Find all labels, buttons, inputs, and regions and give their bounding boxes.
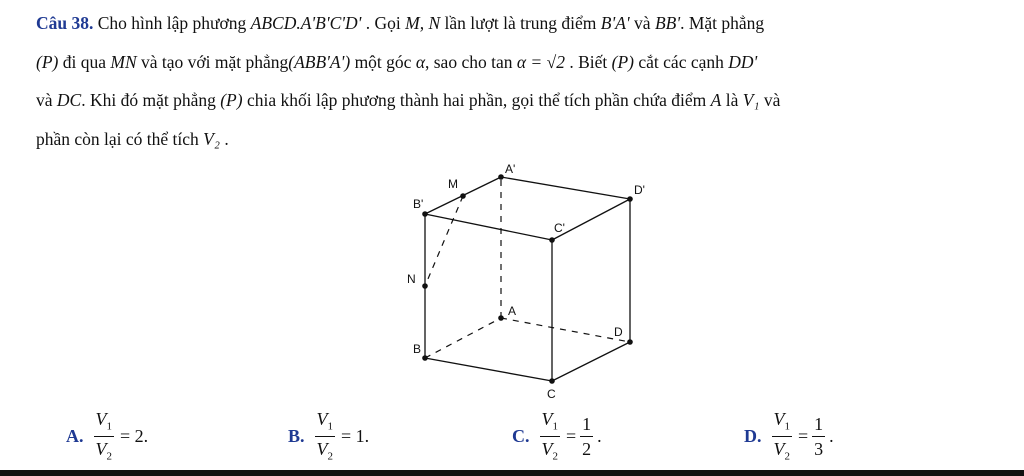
point-m (460, 193, 466, 199)
answer-b[interactable] (288, 404, 369, 468)
edge-c-d (552, 342, 630, 381)
point-c1 (549, 237, 555, 243)
text-segment: và (629, 13, 655, 33)
math-expression: (P) (611, 51, 635, 72)
answer-period: . (829, 425, 834, 446)
question-line (36, 43, 1008, 82)
question-number: Câu 38. (36, 13, 94, 33)
label-b1: B' (413, 197, 424, 211)
cube-figure (388, 152, 658, 400)
text-segment: . Gọi (361, 13, 406, 33)
math-expression: DC (56, 90, 82, 110)
ratio-fraction: $\frac{V_1}{V_2}$ (95, 408, 112, 463)
math-expression: (ABB'A') (288, 51, 351, 72)
math-expression: α = √2 (516, 51, 565, 72)
answer-letter: D. (744, 425, 762, 446)
text-segment: chia khối lập phương thành hai phần, gọi thể tích phần chứa điểm (242, 90, 711, 110)
text-segment: một góc (350, 51, 416, 72)
answer-equals: = (798, 425, 809, 446)
math-expression: α (415, 51, 425, 72)
ratio-fraction: $\frac{V_1}{V_2}$ (773, 408, 790, 463)
answer-choices (0, 404, 1024, 470)
math-expression: (P) (36, 51, 59, 72)
value-fraction: $\frac{1}{2}$ (582, 413, 592, 459)
text-segment: và tạo với mặt phẳng (136, 51, 289, 72)
answer-letter: A. (66, 425, 84, 446)
point-a1 (498, 174, 504, 180)
ratio-fraction: $\frac{V_1}{V_2}$ (316, 408, 334, 463)
point-d1 (627, 196, 633, 202)
question-line (36, 4, 1008, 43)
label-b: B (413, 342, 422, 356)
text-segment: . Khi đó mặt phẳng (81, 90, 221, 110)
text-segment: là (721, 90, 743, 110)
answer-value: = 1. (341, 425, 370, 446)
question-text (36, 4, 1008, 158)
text-segment: tan (491, 51, 517, 72)
line-3 (36, 90, 780, 110)
edge-b-c (425, 358, 552, 381)
math-expression: (P) (220, 90, 243, 110)
edge-c1-b1 (425, 214, 552, 240)
text-segment: . (219, 128, 229, 149)
line-2 (36, 52, 757, 72)
point-c (549, 378, 555, 384)
edge-a-d (501, 318, 630, 342)
math-expression: BB' (654, 13, 681, 33)
answer-period: . (597, 425, 602, 446)
text-segment: phần còn lại có thể tích (36, 128, 204, 149)
answer-equals: = (566, 425, 577, 446)
label-c1: C' (554, 221, 565, 235)
point-n (422, 283, 428, 289)
question-line (36, 81, 1008, 120)
label-m: M (448, 177, 458, 191)
text-segment: , sao cho (425, 51, 492, 72)
label-d1: D' (634, 183, 645, 197)
text-segment: và (759, 90, 781, 110)
text-segment: . Mặt phẳng (680, 13, 765, 33)
line-1 (98, 13, 764, 33)
line-4 (36, 129, 229, 149)
text-segment: lần lượt là trung điểm (440, 13, 601, 33)
math-expression: DD' (728, 51, 758, 72)
value-fraction: $\frac{1}{3}$ (814, 413, 824, 459)
math-expression: A (710, 90, 722, 110)
math-expression: V₂ (203, 128, 220, 149)
answer-letter: B. (288, 425, 305, 446)
answer-a[interactable] (66, 404, 148, 468)
edge-a1-d1 (501, 177, 630, 199)
math-expression: V₁ (742, 90, 760, 110)
segment-m-n (425, 196, 463, 286)
label-n: N (407, 272, 416, 286)
answer-letter: C. (512, 425, 530, 446)
edge-b-a (425, 318, 501, 358)
text-segment: cắt các cạnh (634, 51, 729, 72)
text-segment: và (36, 90, 57, 110)
answer-c[interactable] (512, 404, 602, 468)
ratio-fraction: $\frac{V_1}{V_2}$ (541, 408, 558, 463)
math-expression: MN (110, 51, 137, 72)
label-a: A (508, 304, 517, 318)
point-b1 (422, 211, 428, 217)
math-expression: M, N (405, 13, 441, 33)
point-a (498, 315, 504, 321)
label-d: D (614, 325, 623, 339)
text-segment: . Biết (564, 51, 612, 72)
bottom-rule (0, 470, 1024, 476)
text-segment: Cho hình lập phương (97, 13, 251, 33)
label-a1: A' (505, 162, 516, 176)
answer-d[interactable] (744, 404, 834, 468)
text-segment: đi qua (58, 51, 111, 72)
label-c: C (547, 387, 556, 400)
answer-value: = 2. (120, 425, 149, 446)
math-expression: ABCD.A'B'C'D' (250, 13, 362, 33)
point-d (627, 339, 633, 345)
point-b (422, 355, 428, 361)
math-expression: B'A' (600, 13, 630, 33)
